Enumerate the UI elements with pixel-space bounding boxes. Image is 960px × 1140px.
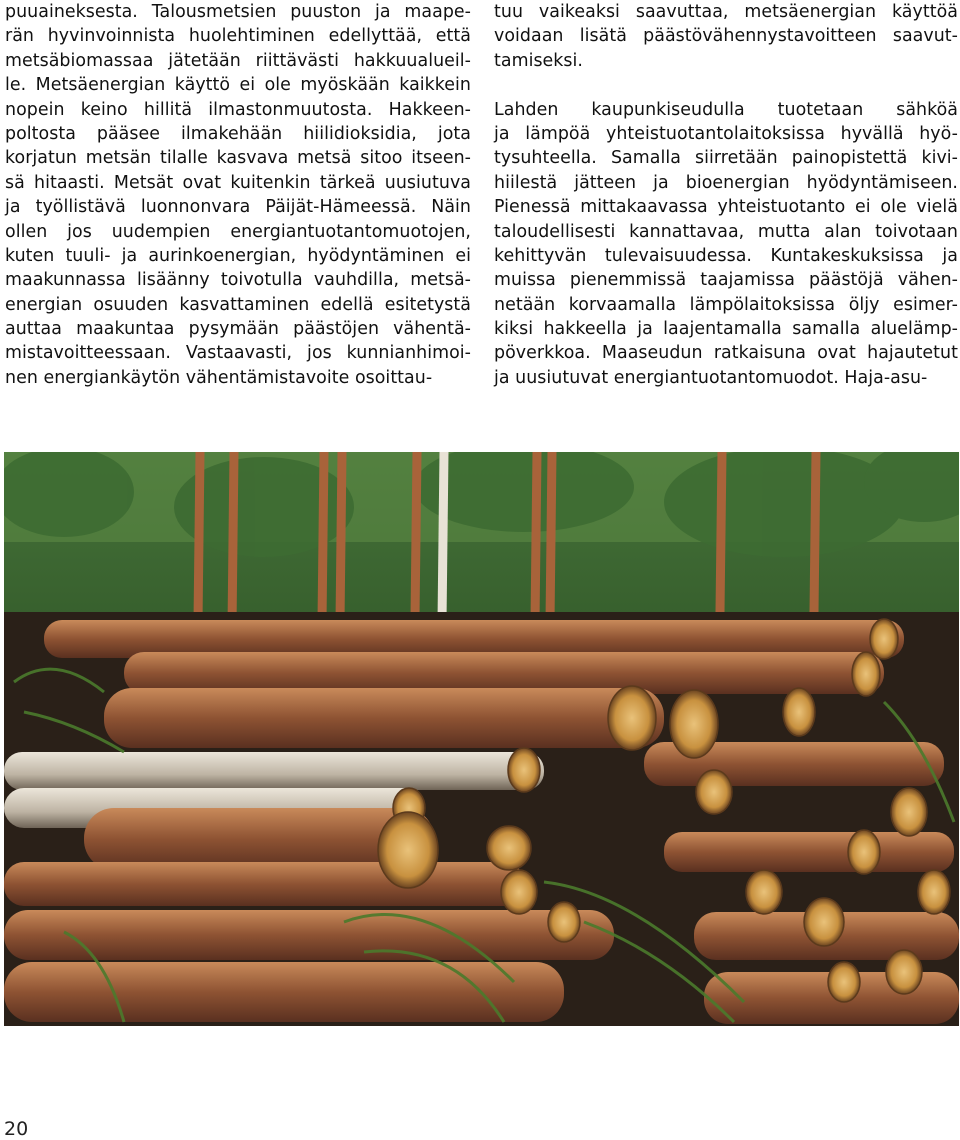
article-line: tysuhteella. Samalla siirretään painopistettä kivi- [494,148,958,169]
article-line: voidaan lisätä päästövähennystavoitteen saavut- [494,26,958,47]
article-line: ja uusiutuvat energiantuotantomuodot. Haja-asu- [494,367,928,388]
article-line: ollen jos uudempien energiantuotantomuotojen, [5,221,471,242]
article-line [494,73,958,97]
article-line: rän hyvinvoinnista huolehtiminen edellyttää, että [5,26,471,47]
article-line: puuaineksesta. Talousmetsien puuston ja maape- [5,2,471,22]
article-line: Pienessä mittakaavassa yhteistuotanto ei ole vielä [494,197,958,218]
article-line: auttaa maakuntaa pysymään päästöjen vähentä- [5,319,471,340]
article-line: tamiseksi. [494,50,583,71]
article-line: ja lämpöä yhteistuotantolaitoksissa hyvällä hyö- [494,123,958,144]
article-line: mistavoitteessaan. Vastaavasti, jos kunnianhimoi- [5,343,471,364]
article-right-column [494,0,958,390]
article-line: netään korvaamalla lämpölaitoksissa öljy esimer- [494,294,958,315]
article-line: Lahden kaupunkiseudulla tuotetaan sähköä [494,99,958,120]
article-line: metsäbiomassaa jätetään riittävästi hakkuualueil- [5,50,471,71]
article-line: le. Metsäenergian käyttö ei ole myöskään kaikkein [5,75,471,96]
article-line: kiksi hakkeella ja laajentamalla samalla aluelämp- [494,319,958,340]
article-line: nopein keino hillitä ilmastonmuutosta. Hakkeen- [5,99,471,120]
article-line: kehittyvän tulevaisuudessa. Kuntakeskuksissa ja [494,245,958,266]
article-line: energian osuuden kasvattaminen edellä esitetystä [5,294,471,315]
article-line: taloudellisesti kannattavaa, mutta alan toivotaan [494,221,958,242]
article-line: muissa pienemmissä taajamissa päästöjä vähen- [494,270,958,291]
article-line: sä hitaasti. Metsät ovat kuitenkin tärkeä uusiutuva [5,172,471,193]
article-line: kuten tuuli- ja aurinkoenergian, hyödyntäminen ei [5,245,471,266]
article-line: korjatun metsän tilalle kasvava metsä sitoo itseen- [5,148,471,169]
article-line: ja työllistävä luonnonvara Päijät-Hämeessä. Näin [5,197,471,218]
article-line: nen energiankäytön vähentämistavoite osoittau- [5,367,433,388]
page-number: 20 [4,1118,29,1140]
article-line: pöverkkoa. Maaseudun ratkaisuna ovat hajautetut [494,343,958,364]
article-left-column [5,0,471,390]
article-line: maakunnassa lisäänny toivotulla vauhdilla, metsä- [5,270,471,291]
article-line: hiilestä jätteen ja bioenergian hyödyntämiseen. [494,172,958,193]
log-pile-photo [4,452,959,1026]
log-pile-illustration [4,452,959,1026]
article-line: poltosta pääsee ilmakehään hiilidioksidia, jota [5,123,471,144]
article-line: tuu vaikeaksi saavuttaa, metsäenergian käyttöä [494,2,958,22]
